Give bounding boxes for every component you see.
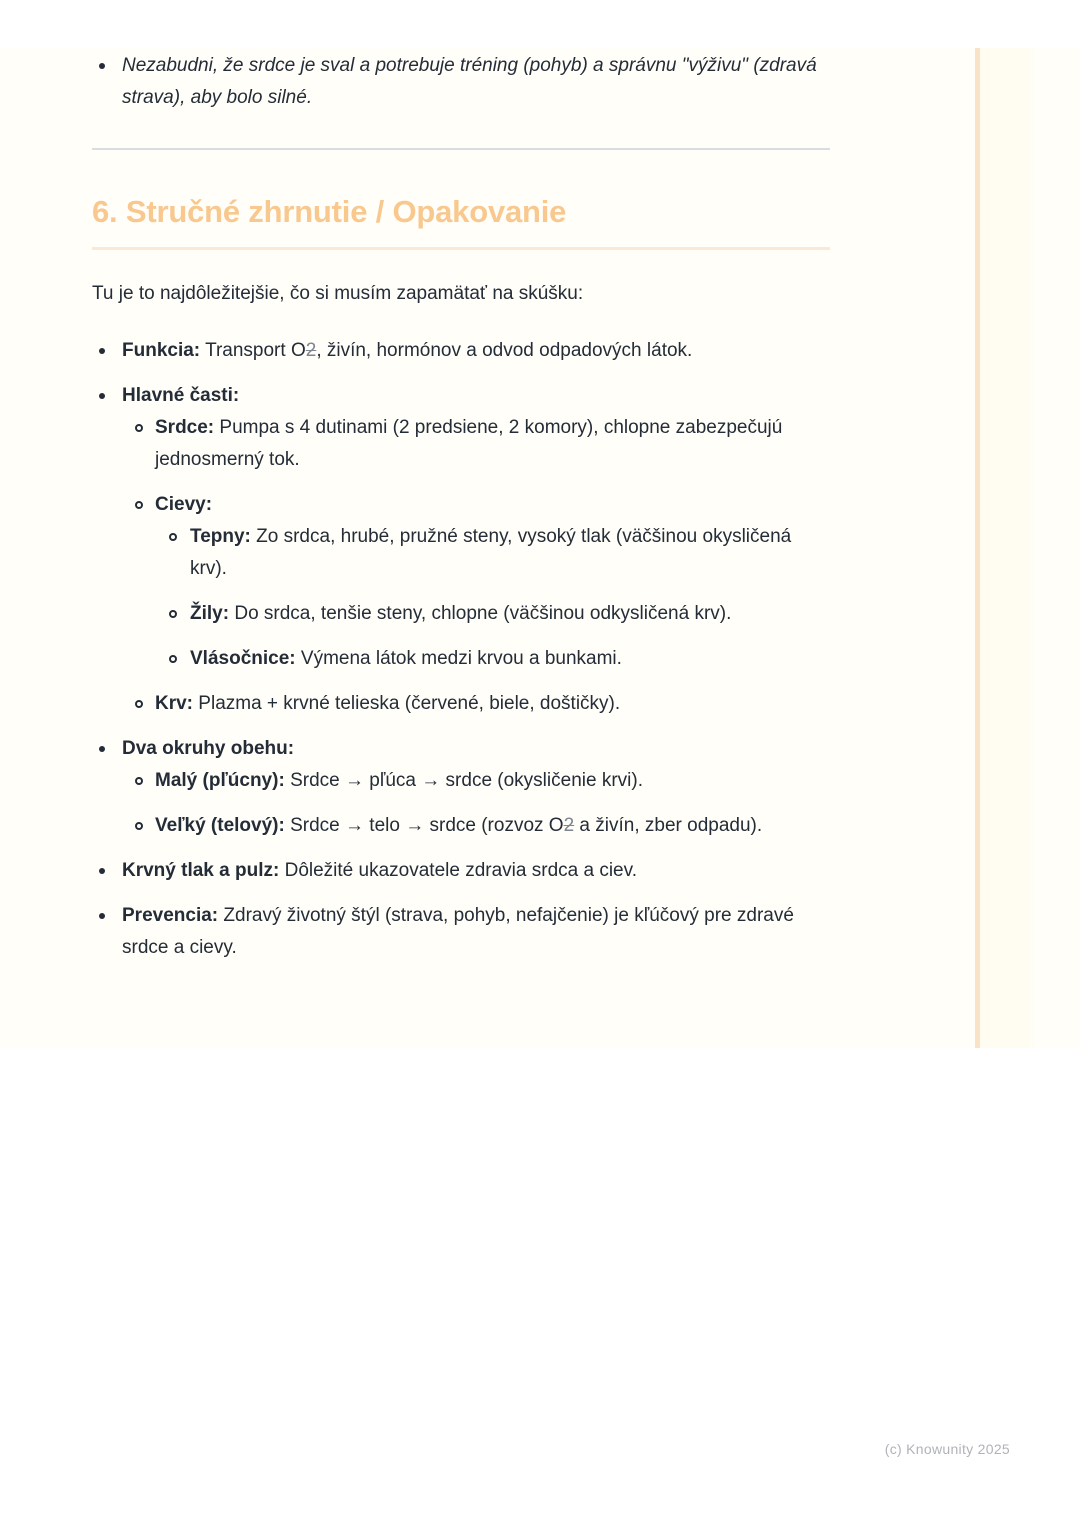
circle-bullet-icon — [169, 655, 177, 663]
section-divider — [92, 148, 830, 150]
list-item-label: Prevencia: — [122, 905, 219, 926]
circle-bullet-icon — [135, 424, 143, 432]
intro-note-text: Nezabudni, že srdce je sval a potrebuje tréning (pohyb) a správnu "výživu" (zdravá strava), aby bolo silné. — [122, 55, 817, 108]
footer-copyright: (c) Knowunity 2025 — [884, 1441, 1010, 1457]
list-item: Vlásočnice: Výmena látok medzi krvou a bunkami. — [92, 643, 830, 675]
list-item-label: Žily: — [190, 603, 230, 624]
list-item-label: Krvný tlak a pulz: — [122, 860, 280, 881]
list-item-label: Vlásočnice: — [190, 648, 296, 669]
list-item-label: Veľký (telový): — [155, 815, 285, 836]
summary-list — [92, 335, 830, 964]
list-item: Srdce: Pumpa s 4 dutinami (2 predsiene, 2 komory), chlopne zabezpečujú jednosmerný tok. — [92, 412, 830, 476]
disc-bullet-icon — [99, 746, 105, 752]
list-item-label: Hlavné časti: — [122, 385, 240, 406]
list-item-label: Krv: — [155, 693, 194, 714]
disc-bullet-icon — [99, 913, 105, 919]
list-item: Malý (pľúcny): Srdce → pľúca → srdce (okysličenie krvi). — [92, 765, 830, 797]
list-item-label: Funkcia: — [122, 340, 201, 361]
circle-bullet-icon — [135, 700, 143, 708]
list-item — [92, 733, 830, 765]
disc-bullet-icon — [99, 868, 105, 874]
list-item: Funkcia: Transport O2, živín, hormónov a odvod odpadových látok. — [92, 335, 830, 367]
section-heading: 6. Stručné zhrnutie / Opakovanie — [92, 192, 830, 250]
lead-paragraph: Tu je to najdôležitejšie, čo si musím zapamätať na skúšku: — [92, 283, 584, 304]
circle-bullet-icon — [169, 533, 177, 541]
circle-bullet-icon — [135, 822, 143, 830]
disc-bullet-icon — [99, 393, 105, 399]
list-item: Prevencia: Zdravý životný štýl (strava, pohyb, nefajčenie) je kľúčový pre zdravé srdce a cievy. — [92, 900, 830, 964]
disc-bullet-icon — [99, 63, 105, 69]
list-item: Veľký (telový): Srdce → telo → srdce (rozvoz O2 a živín, zber odpadu). — [92, 810, 830, 842]
circle-bullet-icon — [169, 610, 177, 618]
list-item: Žily: Do srdca, tenšie steny, chlopne (väčšinou odkysličená krv). — [92, 598, 830, 630]
list-item — [92, 489, 830, 521]
list-item-label: Dva okruhy obehu: — [122, 738, 295, 759]
list-item-label: Malý (pľúcny): — [155, 770, 285, 791]
list-item-label: Tepny: — [190, 526, 251, 547]
list-item: Krv: Plazma + krvné telieska (červené, biele, doštičky). — [92, 688, 830, 720]
strikethrough-text: 2 — [563, 815, 575, 836]
disc-bullet-icon — [99, 348, 105, 354]
list-item: Krvný tlak a pulz: Dôležité ukazovatele zdravia srdca a ciev. — [92, 855, 830, 887]
circle-bullet-icon — [135, 777, 143, 785]
intro-note — [92, 50, 830, 114]
list-item: Tepny: Zo srdca, hrubé, pružné steny, vysoký tlak (väčšinou okysličená krv). — [92, 521, 830, 585]
list-item — [92, 380, 830, 412]
strikethrough-text: 2 — [305, 340, 317, 361]
circle-bullet-icon — [135, 501, 143, 509]
list-item-label: Cievy: — [155, 494, 213, 515]
list-item-label: Srdce: — [155, 417, 215, 438]
